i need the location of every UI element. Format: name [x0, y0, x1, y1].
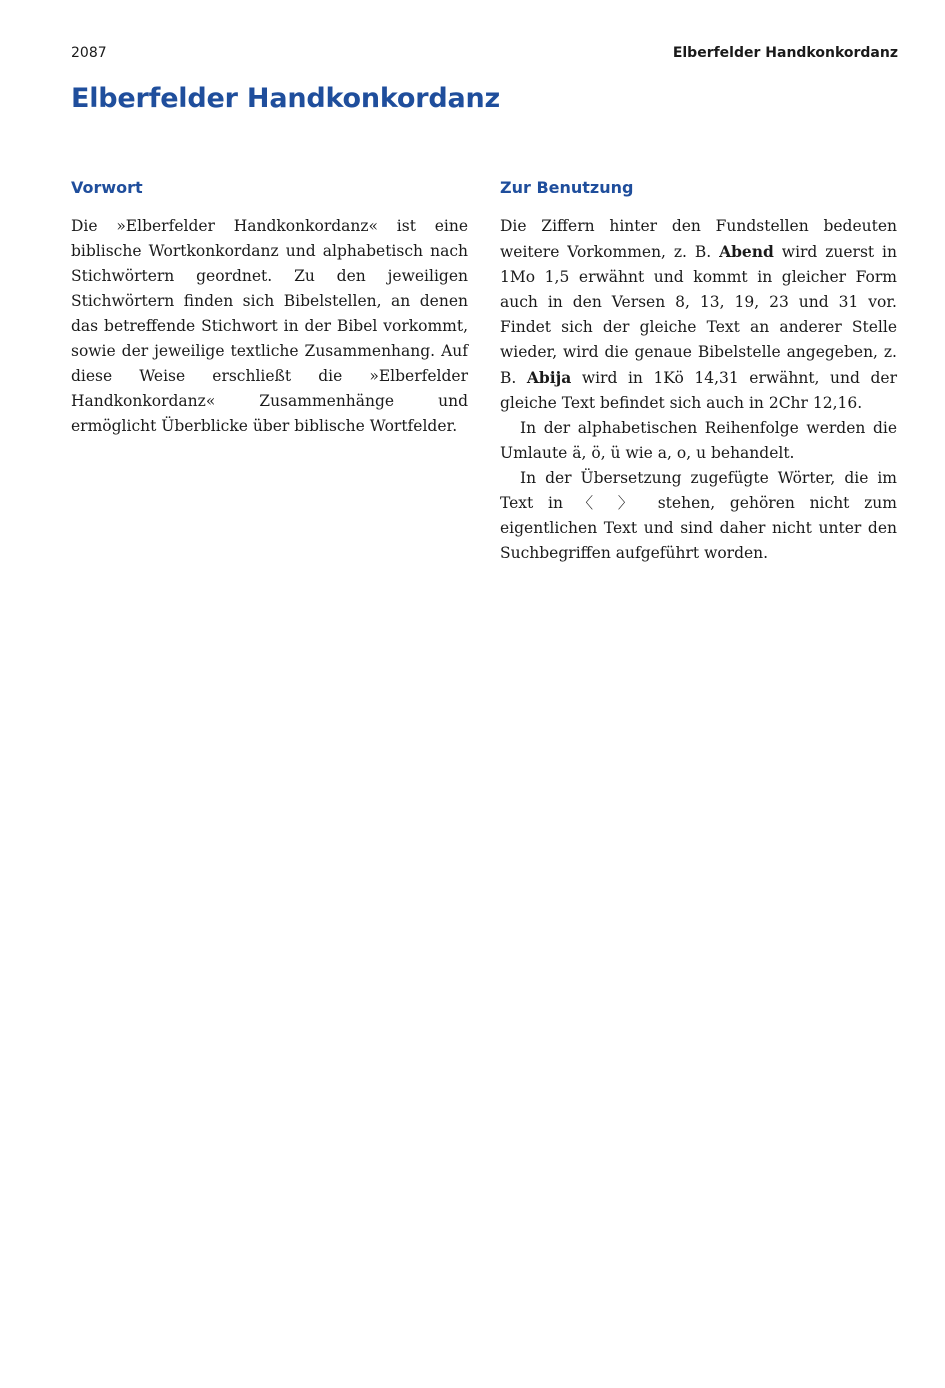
- keyword-abija: Abija: [526, 368, 572, 387]
- benutzung-p1-text-2: wird zuerst in 1Mo 1,5 erwähnt und kommt in gleicher Form auch in den Versen 8, 13, 19, 23 und 31 vor. Findet sich der gleiche Text an anderer Stelle wieder, wird die genaue Bibelstelle angegeben, z. B.: [500, 243, 897, 387]
- vorwort-heading: Vorwort: [71, 178, 143, 197]
- benutzung-p1-text-1: Die Ziffern hinter den Fundstellen bedeuten weitere Vorkommen, z. B.: [500, 217, 897, 261]
- benutzung-paragraph-1: [500, 214, 897, 416]
- keyword-abend: Abend: [719, 242, 774, 261]
- benutzung-body: [500, 214, 897, 566]
- vorwort-body: [71, 214, 468, 439]
- page-number: 2087: [71, 45, 107, 61]
- benutzung-paragraph-2: In der alphabetischen Reihenfolge werden die Umlaute ä, ö, ü wie a, o, u behandelt.: [500, 419, 897, 462]
- benutzung-p1-text-3: wird in 1Kö 14,31 erwähnt, und der gleiche Text befindet sich auch in 2Chr 12,16.: [500, 369, 897, 412]
- benutzung-paragraph-3: In der Übersetzung zugefügte Wörter, die im Text in 〈 〉 stehen, gehören nicht zum eigentlichen Text und sind daher nicht unter den Suchbegriffen aufgeführt worden.: [500, 469, 897, 562]
- benutzung-section: [500, 176, 897, 566]
- benutzung-heading: Zur Benutzung: [500, 178, 634, 197]
- page-title: Elberfelder Handkonkordanz: [71, 83, 501, 114]
- vorwort-paragraph: Die »Elberfelder Handkonkordanz« ist eine biblische Wortkonkordanz und alphabetisch nach Stichwörtern geordnet. Zu den jeweiligen Stichwörtern finden sich Bibelstellen, an denen das betreffende Stichwort in der Bibel vorkommt, sowie der jeweilige textliche Zusammenhang. Auf diese Weise erschließt die »Elberfelder Handkonkordanz« Zusammenhänge und ermöglicht Überblicke über biblische Wortfelder.: [71, 217, 468, 435]
- running-head: Elberfelder Handkonkordanz: [672, 45, 898, 61]
- vorwort-section: [71, 176, 468, 439]
